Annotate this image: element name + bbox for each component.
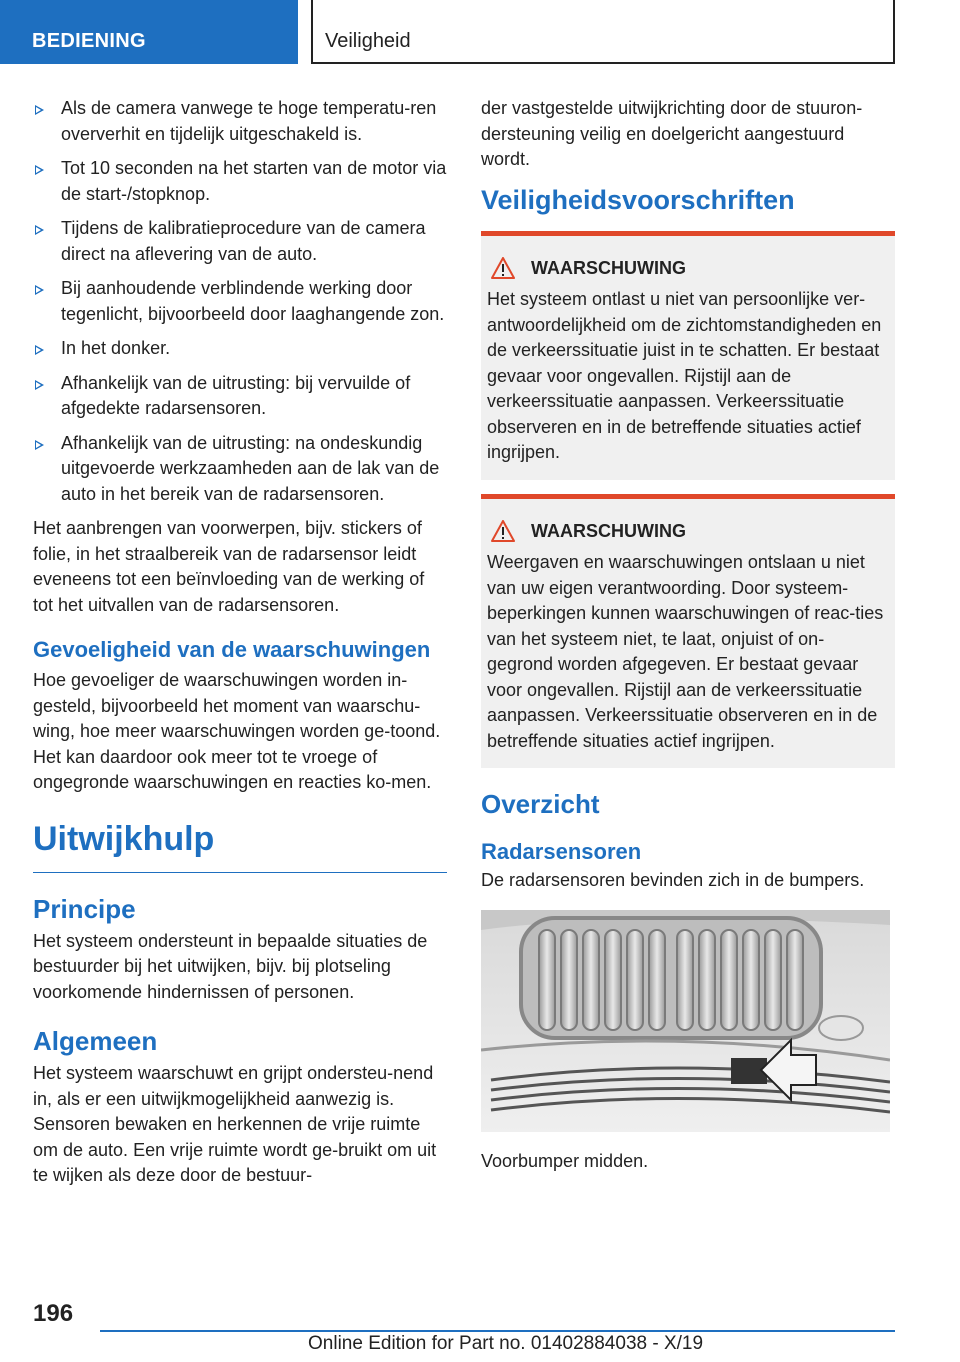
heading-principle: Principe <box>33 893 136 924</box>
paragraph-general: Het systeem waarschuwt en grijpt ondersteu-nend in, als er een uitwijkmogelijkheid aanwezig is. Sensoren bewaken en herkennen de vrije ruimte om de auto. Een vrije ruimte wordt ge-bruikt om uit te wijken als deze door de bestuur- <box>33 1063 437 1185</box>
paragraph-sensitivity: Hoe gevoeliger de waarschuwingen worden in-gesteld, bijvoorbeeld het moment van waarschu-wing, hoe meer waarschuwingen worden ge-toond. Het kan daardoor ook meer tot te vroege of ongegronde waarschuwingen en reacties ko-men. <box>33 670 441 792</box>
list-item <box>33 336 447 362</box>
bullet-triangle-icon <box>35 380 44 390</box>
list-item <box>33 276 447 327</box>
condition-list <box>33 96 447 507</box>
list-item-text: Bij aanhoudende verblindende werking door tegenlicht, bijvoorbeeld door laaghangende zon. <box>61 278 445 324</box>
list-item <box>33 371 447 422</box>
edition-text: Online Edition for Part no. 01402884038 - X/19 <box>308 1333 704 1354</box>
list-item-text: Tijdens de kalibratieprocedure van de camera direct na aflevering van de auto. <box>61 218 426 264</box>
list-item <box>33 431 447 508</box>
list-item <box>33 96 447 147</box>
paragraph-radar: De radarsensoren bevinden zich in de bumpers. <box>481 870 865 890</box>
bullet-triangle-icon <box>35 165 44 175</box>
heading-overview: Overzicht <box>481 789 600 819</box>
warning-title: WAARSCHUWING <box>531 257 686 278</box>
warning-box <box>481 494 895 769</box>
heading-safety: Veiligheidsvoorschriften <box>481 184 795 215</box>
paragraph-stickers: Het aanbrengen van voorwerpen, bijv. stickers of folie, in het straalbereik van de radarsensor leidt eveneens tot een beïnvloeding van de werking of tot het uitvallen van de radarsensoren. <box>33 518 425 615</box>
warning-box <box>481 231 895 480</box>
list-item-text: In het donker. <box>61 338 171 358</box>
paragraph-continued: der vastgestelde uitwijkrichting door de stuuron-dersteuning veilig en doelgericht aangestuurd wordt. <box>481 98 863 169</box>
section-tab <box>0 0 298 64</box>
list-item-text: Afhankelijk van de uitrusting: na ondeskundig uitgevoerde werkzaamheden aan de lak van de auto in het bereik van de radarsensoren. <box>61 432 440 504</box>
list-item <box>33 216 447 267</box>
image-caption: Voorbumper midden. <box>481 1151 649 1171</box>
list-item-text: Als de camera vanwege te hoge temperatu-ren oververhit en tijdelijk uitgeschakeld is. <box>61 98 437 144</box>
paragraph-principle: Het systeem ondersteunt in bepaalde situaties de bestuurder bij het uitwijken, bijv. bij plotseling voorkomende hindernissen of personen. <box>33 930 428 1002</box>
bullet-triangle-icon <box>35 440 44 450</box>
warning-triangle-icon <box>491 520 515 542</box>
list-item <box>33 156 447 207</box>
topic-label: Veiligheid <box>325 30 411 52</box>
warning-text: Het systeem ontlast u niet van persoonlijke ver-antwoordelijkheid om de zichtomstandigheden en de verkeerssituatie juist in te schatten. Er bestaat gevaar voor ongevallen. Rijstijl aan de verkeerssituatie aanpassen. Verkeerssituatie observeren en in de betreffende situaties actief ingrijpen. <box>487 289 882 462</box>
heading-sensitivity: Gevoeligheid van de waarschuwingen <box>33 637 431 662</box>
front-bumper-image <box>481 910 890 1132</box>
section-label: BEDIENING <box>32 30 146 52</box>
bullet-triangle-icon <box>35 105 44 115</box>
list-item-text: Tot 10 seconden na het starten van de motor via de start-/stopknop. <box>61 158 447 204</box>
warning-triangle-icon <box>491 257 515 279</box>
topic-header <box>311 0 895 64</box>
list-item-text: Afhankelijk van de uitrusting: bij vervuilde of afgedekte radarsensoren. <box>61 372 411 418</box>
footer-divider <box>100 1330 895 1332</box>
right-column <box>481 96 895 1185</box>
bullet-triangle-icon <box>35 345 44 355</box>
warning-title: WAARSCHUWING <box>531 520 686 541</box>
page-number: 196 <box>33 1300 74 1327</box>
left-column <box>33 96 447 1199</box>
heading-uitwijkhulp: Uitwijkhulp <box>33 818 447 873</box>
bullet-triangle-icon <box>35 285 44 295</box>
bullet-triangle-icon <box>35 225 44 235</box>
heading-general: Algemeen <box>33 1026 158 1056</box>
warning-text: Weergaven en waarschuwingen ontslaan u niet van uw eigen verantwoording. Door systeem-beperkingen kunnen waarschuwingen of reac-ties van het systeem niet, te laat, onjuist of on-gegrond worden afgegeven. Er bestaat gevaar voor ongevallen. Rijstijl aan de verkeerssituatie aanpassen. Verkeerssituatie observeren en in de betreffende situaties actief ingrijpen. <box>487 552 884 751</box>
heading-radar-sensors: Radarsensoren <box>481 839 642 864</box>
